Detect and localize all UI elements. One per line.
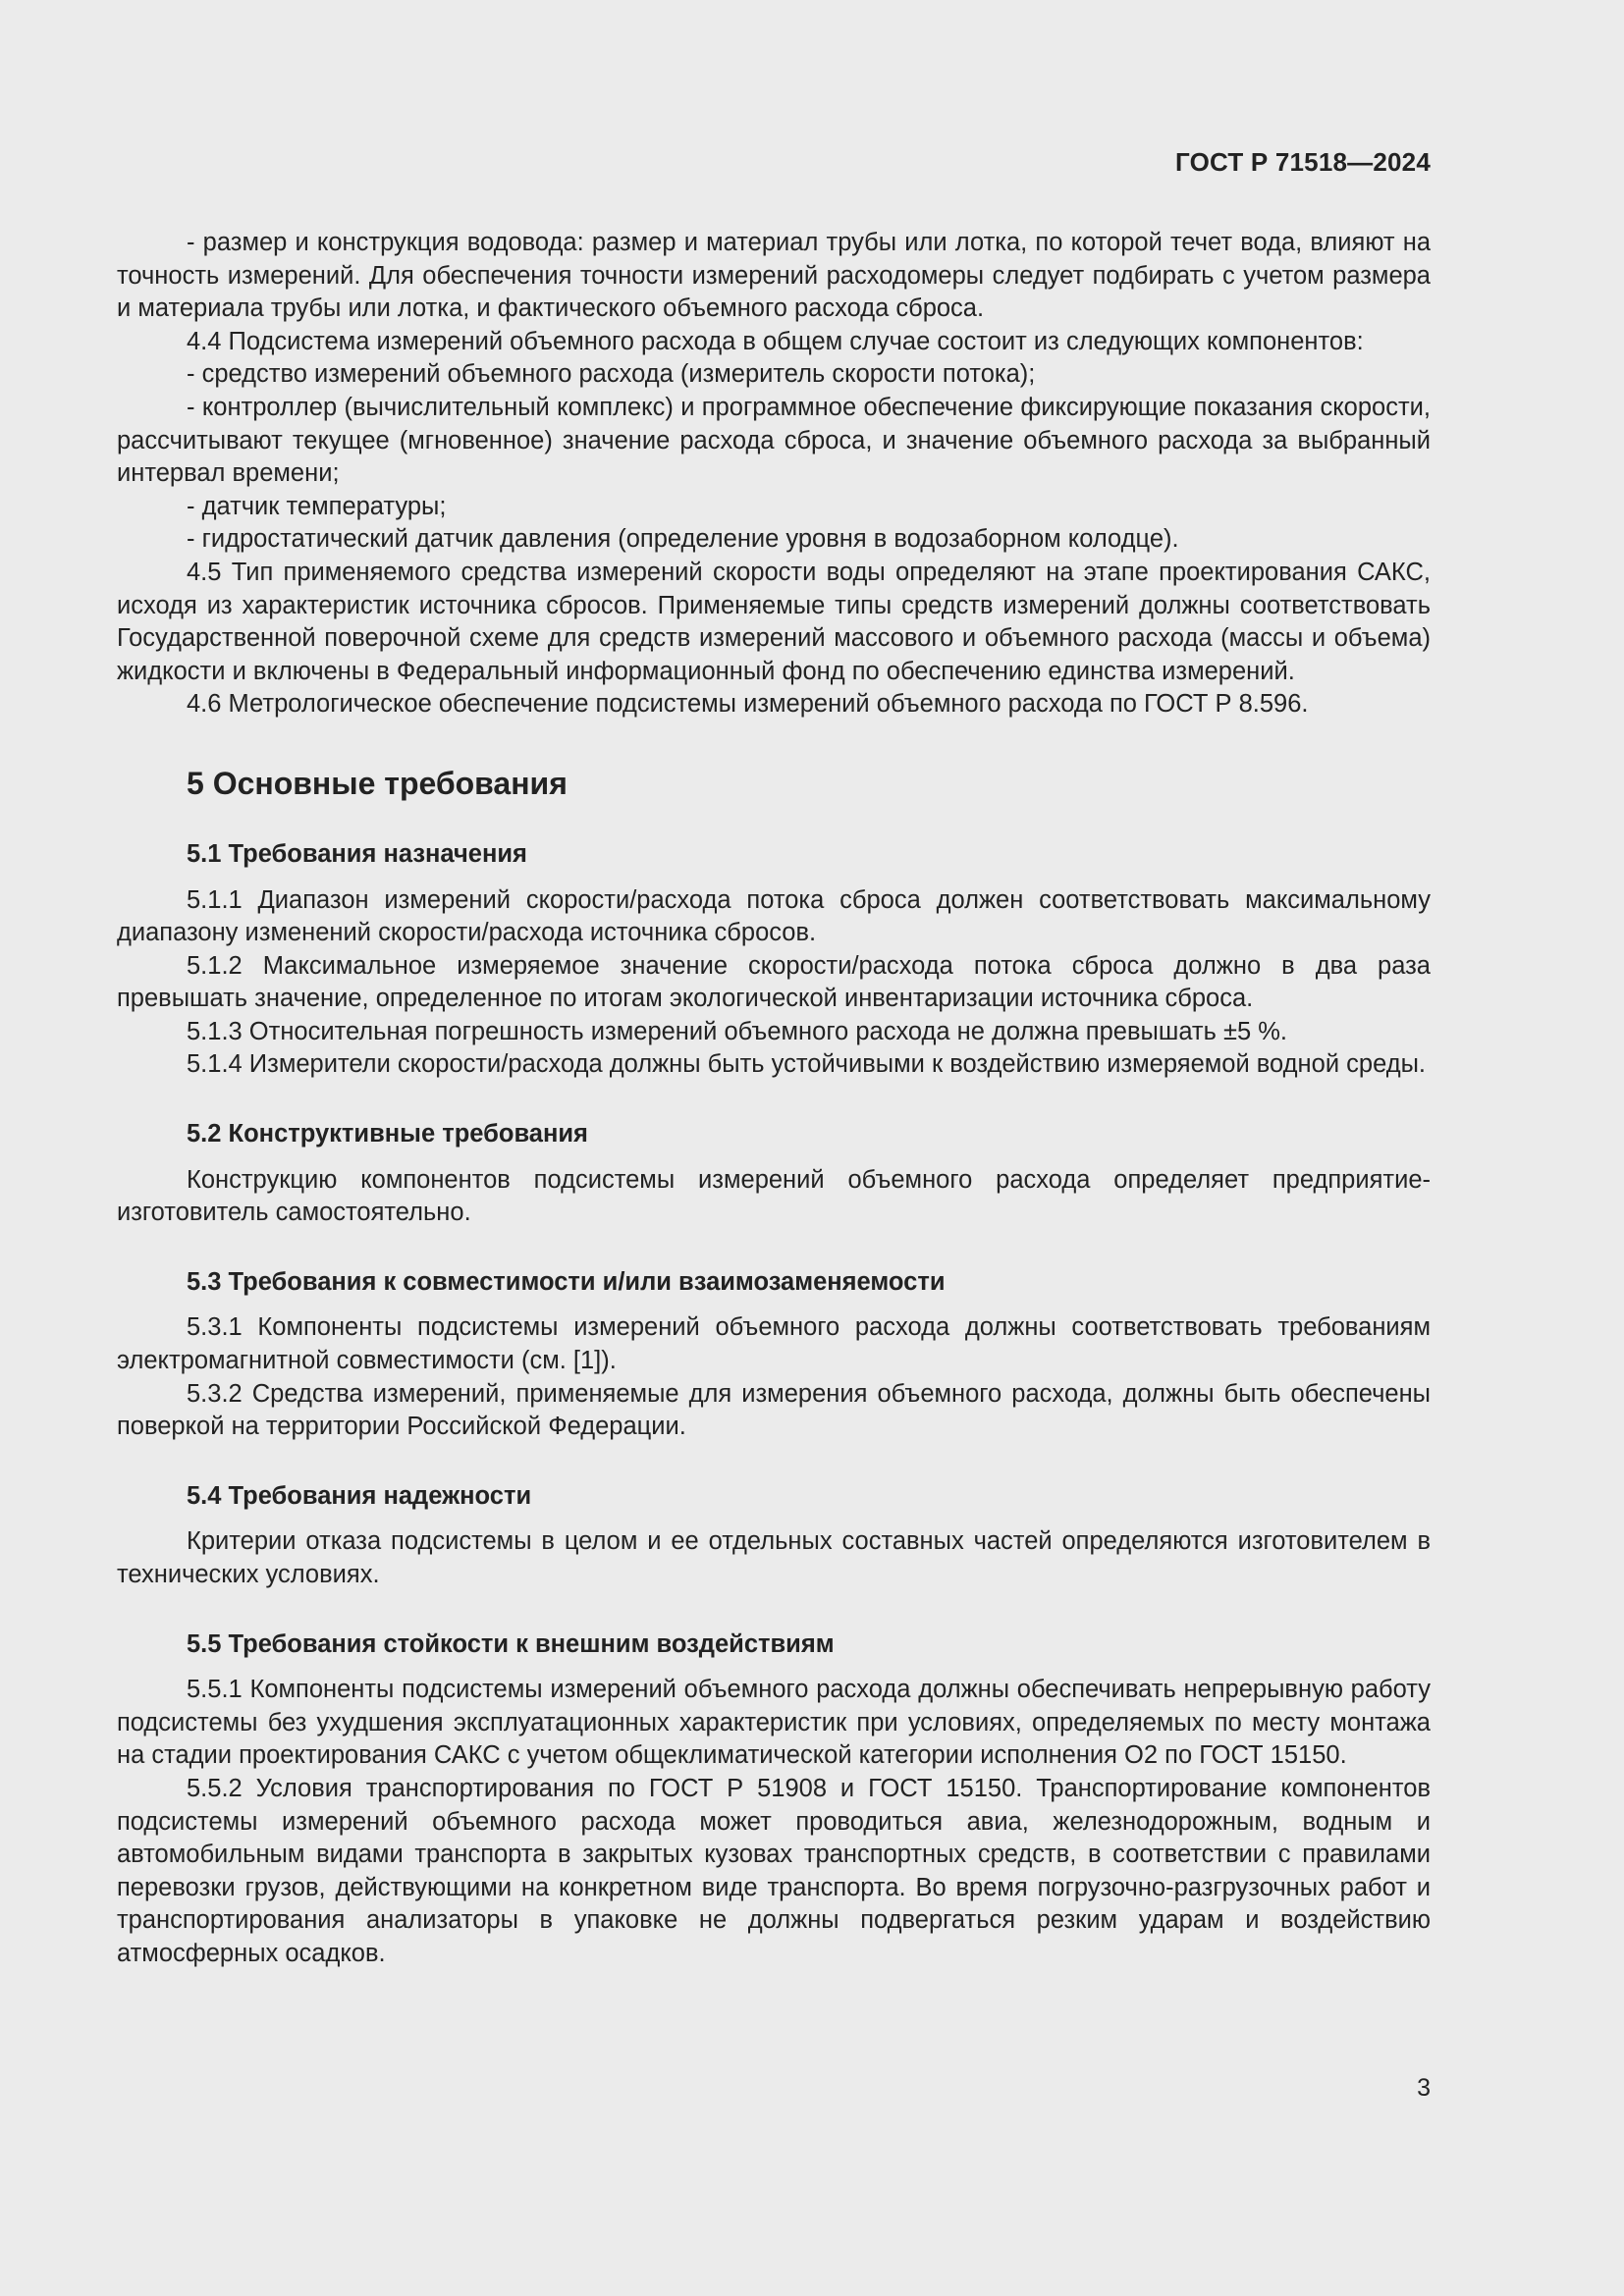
- paragraph-5-3-2: 5.3.2 Средства измерений, применяемые для измерения объемного расхода, должны быть обеспечены поверкой на территории Российской Федерации.: [117, 1379, 1431, 1441]
- document-code-header: ГОСТ Р 71518—2024: [1175, 147, 1431, 177]
- paragraph-4-5: 4.5 Тип применяемого средства измерений скорости воды определяют на этапе проектирования САКС, исходя из характеристик источника сбросов. Применяемые типы средств измерений должны соответствовать Государственной поверочной схеме для средств измерений массового и объемного расхода (массы и объема) жидкости и включены в Федеральный информационный фонд по обеспечению единства измерений.: [117, 558, 1431, 685]
- paragraph-5-5-2: 5.5.2 Условия транспортирования по ГОСТ Р 51908 и ГОСТ 15150. Транспортирование компонентов подсистемы измерений объемного расхода может проводиться авиа, железнодорожным, водным и автомобильным видами транспорта в закрытых кузовах транспортных средств, в соответствии с правилами перевозки грузов, действующими на конкретном виде транспорта. Во время погрузочно-разгрузочных работ и транспортирования анализаторы в упаковке не должны подвергаться резким ударам и воздействию атмосферных осадков.: [117, 1774, 1431, 1967]
- paragraph-4-4: 4.4 Подсистема измерений объемного расхода в общем случае состоит из следующих компонентов:: [187, 327, 1364, 355]
- paragraph-5-3-1: 5.3.1 Компоненты подсистемы измерений объемного расхода должны соответствовать требованиям электромагнитной совместимости (см. [1]).: [117, 1313, 1431, 1375]
- paragraph-5-5-1: 5.5.1 Компоненты подсистемы измерений объемного расхода должны обеспечивать непрерывную работу подсистемы без ухудшения эксплуатационных характеристик при условиях, определяемых по месту монтажа на стадии проектирования САКС с учетом общеклиматической категории исполнения О2 по ГОСТ 15150.: [117, 1676, 1431, 1770]
- subsection-5-5-title: 5.5 Требования стойкости к внешним воздействиям: [187, 1629, 835, 1658]
- subsection-5-1-title: 5.1 Требования назначения: [187, 839, 527, 868]
- list-item-flow-meter: - средство измерений объемного расхода (измеритель скорости потока);: [187, 360, 1036, 389]
- list-item-controller: - контроллер (вычислительный комплекс) и программное обеспечение фиксирующие показания скорости, рассчитывают текущее (мгновенное) значение расхода сброса, и значение объемного расхода за выбранный интервал времени;: [117, 393, 1431, 488]
- subsection-5-4-title: 5.4 Требования надежности: [187, 1481, 532, 1510]
- paragraph-4-6: 4.6 Метрологическое обеспечение подсистемы измерений объемного расхода по ГОСТ Р 8.596.: [187, 690, 1309, 719]
- document-page: [117, 0, 1431, 2296]
- list-item-temperature-sensor: - датчик температуры;: [187, 492, 447, 520]
- paragraph-5-1-2: 5.1.2 Максимальное измеряемое значение скорости/расхода потока сброса должно в два раза превышать значение, определенное по итогам экологической инвентаризации источника сброса.: [117, 951, 1431, 1013]
- paragraph-5-2: Конструкцию компонентов подсистемы измерений объемного расхода определяет предприятие-изготовитель самостоятельно.: [117, 1165, 1431, 1227]
- paragraph-5-1-1: 5.1.1 Диапазон измерений скорости/расхода потока сброса должен соответствовать максимальному диапазону изменений скорости/расхода источника сбросов.: [117, 885, 1431, 947]
- subsection-5-3-title: 5.3 Требования к совместимости и/или взаимозаменяемости: [187, 1267, 946, 1296]
- section-5-title: 5 Основные требования: [187, 765, 568, 801]
- page-number: 3: [1417, 2074, 1431, 2102]
- paragraph-5-1-3: 5.1.3 Относительная погрешность измерений объемного расхода не должна превышать ±5 %.: [187, 1017, 1288, 1045]
- subsection-5-2-title: 5.2 Конструктивные требования: [187, 1120, 588, 1148]
- list-item-pressure-sensor: - гидростатический датчик давления (определение уровня в водозаборном колодце).: [187, 525, 1179, 554]
- paragraph-5-4: Критерии отказа подсистемы в целом и ее отдельных составных частей определяются изготовителем в технических условиях.: [117, 1527, 1431, 1588]
- document-body: [117, 227, 1431, 1971]
- paragraph-5-1-4: 5.1.4 Измерители скорости/расхода должны быть устойчивыми к воздействию измеряемой водной среды.: [187, 1050, 1426, 1079]
- paragraph-pipe-size: - размер и конструкция водовода: размер и материал трубы или лотка, по которой течет вода, влияют на точность измерений. Для обеспечения точности измерений расходомеры следует подбирать с учетом размера и материала трубы или лотка, и фактического объемного расхода сброса.: [117, 229, 1431, 323]
